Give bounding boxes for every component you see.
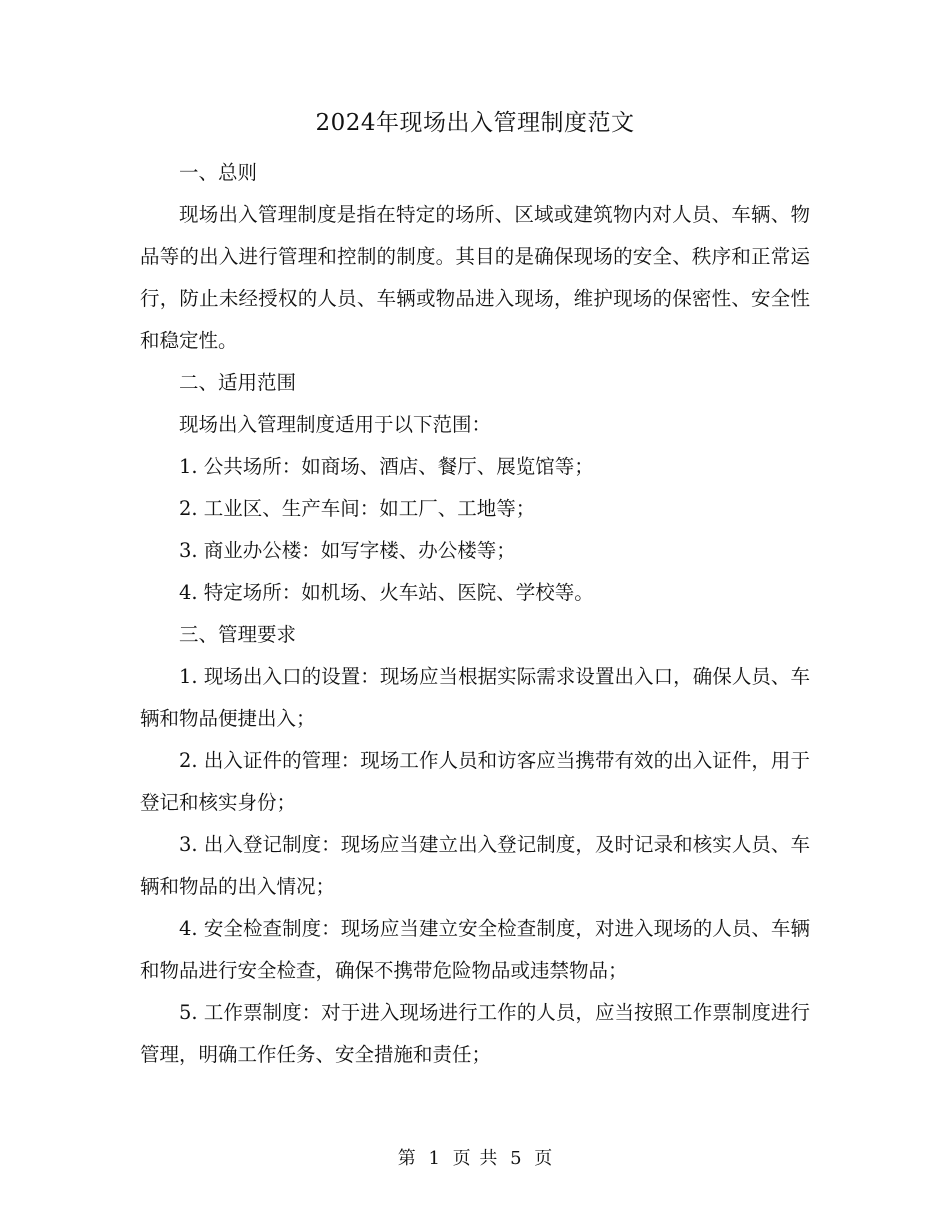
list-item-scope-3: 3. 商业办公楼：如写字楼、办公楼等； — [179, 539, 516, 562]
paragraph-scope-intro: 现场出入管理制度适用于以下范围： — [179, 413, 492, 436]
list-item-requirement-3: 3. 出入登记制度：现场应当建立出入登记制度，及时记录和核实人员、车辆和物品的出入情况； — [140, 833, 810, 898]
current-page-number: 1 — [428, 1148, 440, 1169]
page-label-mid: 页 共 — [452, 1148, 498, 1169]
paragraph-general: 现场出入管理制度是指在特定的场所、区域或建筑物内对人员、车辆、物品等的出入进行管理和控制的制度。其目的是确保现场的安全、秩序和正常运行，防止未经授权的人员、车辆或物品进入现场，维护现场的保密性、安全性和稳定性。 — [140, 203, 810, 352]
page-label-prefix: 第 — [397, 1148, 416, 1169]
list-item-requirement-1: 1. 现场出入口的设置：现场应当根据实际需求设置出入口，确保人员、车辆和物品便捷出入； — [140, 665, 810, 730]
list-item-requirement-4: 4. 安全检查制度：现场应当建立安全检查制度，对进入现场的人员、车辆和物品进行安全检查，确保不携带危险物品或违禁物品； — [140, 917, 810, 982]
page-footer — [0, 1146, 950, 1172]
document-title: 2024年现场出入管理制度范文 — [315, 110, 635, 136]
section-heading-scope: 二、适用范围 — [179, 371, 297, 394]
document-body — [140, 152, 810, 1076]
page-label-suffix: 页 — [534, 1148, 553, 1169]
list-item-requirement-2: 2. 出入证件的管理：现场工作人员和访客应当携带有效的出入证件，用于登记和核实身份； — [140, 749, 810, 814]
list-item-scope-4: 4. 特定场所：如机场、火车站、医院、学校等。 — [179, 581, 594, 604]
section-heading-general: 一、总则 — [179, 161, 258, 184]
total-pages-number: 5 — [510, 1148, 522, 1169]
list-item-requirement-5: 5. 工作票制度：对于进入现场进行工作的人员，应当按照工作票制度进行管理，明确工作任务、安全措施和责任； — [140, 1001, 810, 1066]
section-heading-requirements: 三、管理要求 — [179, 623, 297, 646]
list-item-scope-2: 2. 工业区、生产车间：如工厂、工地等； — [179, 497, 536, 520]
list-item-scope-1: 1. 公共场所：如商场、酒店、餐厅、展览馆等； — [179, 455, 594, 478]
